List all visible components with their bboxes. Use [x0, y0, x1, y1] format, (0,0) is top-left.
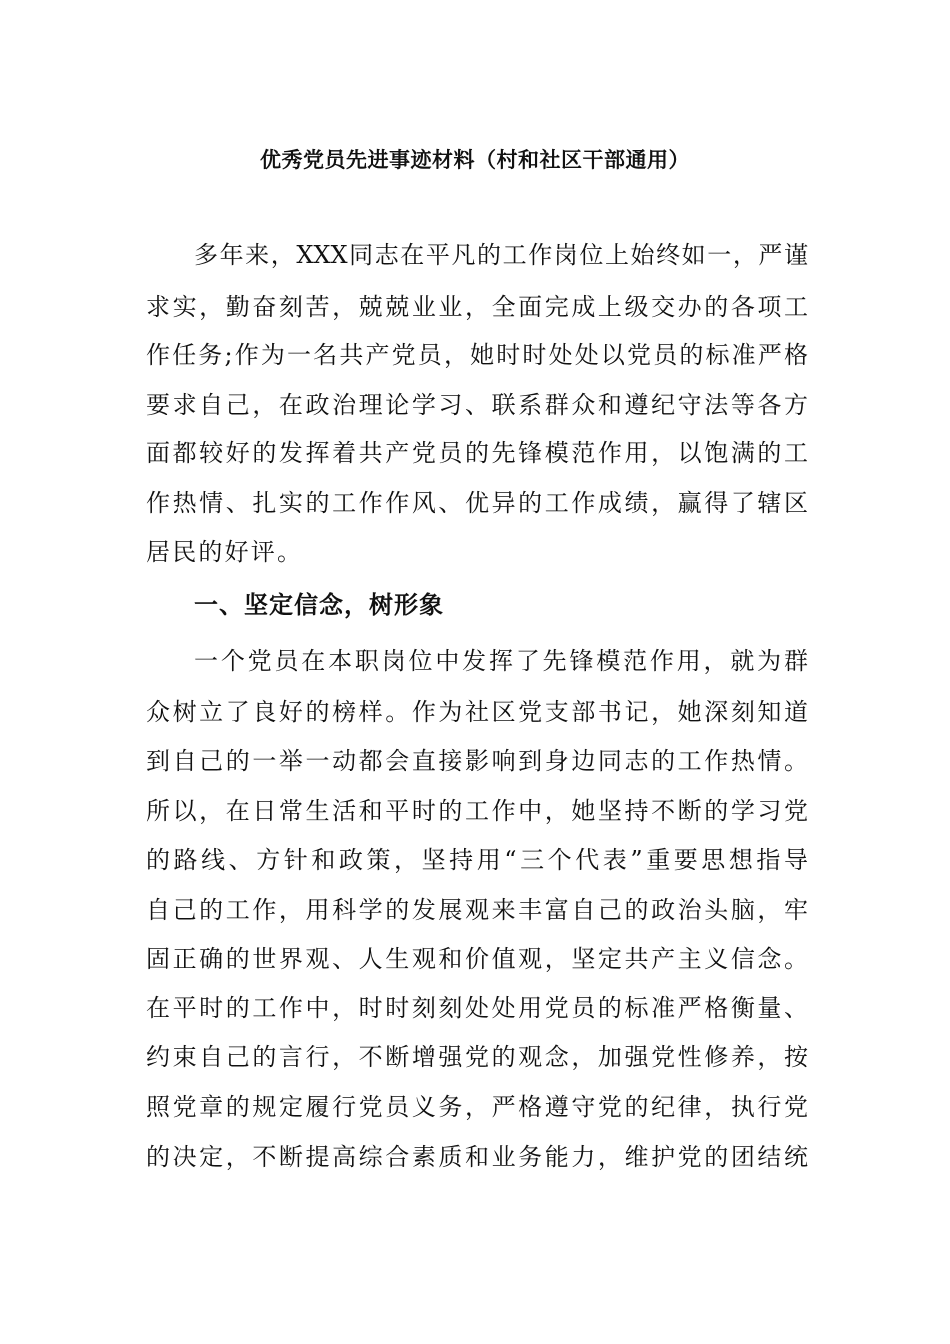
paragraph-line: 面都较好的发挥着共产党员的先锋模范作用，以饱满的工: [146, 439, 808, 467]
paragraph-line: 的路线、方针和政策，坚持用“三个代表”重要思想指导: [146, 846, 808, 874]
paragraph-line: 求实，勤奋刻苦，兢兢业业，全面完成上级交办的各项工: [146, 293, 808, 321]
section-heading: 一、坚定信念，树形象: [194, 591, 444, 619]
paragraph-line: 一个党员在本职岗位中发挥了先锋模范作用，就为群: [194, 647, 808, 675]
paragraph-line: 作任务;作为一名共产党员，她时时处处以党员的标准严格: [146, 341, 808, 369]
paragraph-line: 要求自己，在政治理论学习、联系群众和遵纪守法等各方: [146, 391, 808, 419]
paragraph-line: 多年来，XXX同志在平凡的工作岗位上始终如一，严谨: [194, 241, 808, 269]
paragraph-line: 自己的工作，用科学的发展观来丰富自己的政治头脑，牢: [146, 896, 808, 924]
paragraph-line: 居民的好评。: [146, 538, 304, 566]
paragraph-line: 所以，在日常生活和平时的工作中，她坚持不断的学习党: [146, 797, 808, 825]
paragraph-line: 的决定，不断提高综合素质和业务能力，维护党的团结统: [146, 1143, 808, 1171]
paragraph-line: 固正确的世界观、人生观和价值观，坚定共产主义信念。: [146, 945, 808, 973]
paragraph-line: 作热情、扎实的工作作风、优异的工作成绩，赢得了辖区: [146, 489, 808, 517]
paragraph-line: 到自己的一举一动都会直接影响到身边同志的工作热情。: [146, 747, 808, 775]
document-title: 优秀党员先进事迹材料（村和社区干部通用）: [260, 148, 690, 172]
paragraph-line: 众树立了良好的榜样。作为社区党支部书记，她深刻知道: [146, 698, 808, 726]
paragraph-line: 照党章的规定履行党员义务，严格遵守党的纪律，执行党: [146, 1093, 808, 1121]
paragraph-line: 在平时的工作中，时时刻刻处处用党员的标准严格衡量、: [146, 994, 808, 1022]
paragraph-line: 约束自己的言行，不断增强党的观念，加强党性修养，按: [146, 1043, 808, 1071]
